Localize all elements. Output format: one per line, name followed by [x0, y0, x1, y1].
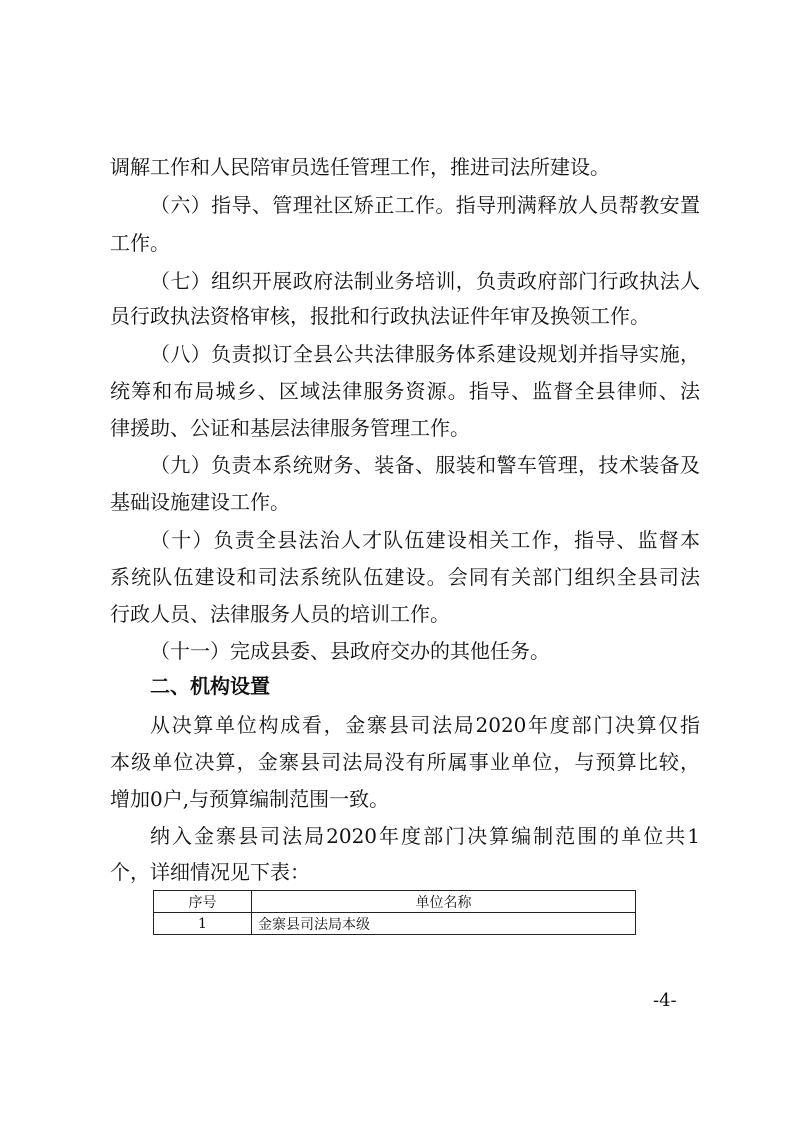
paragraph-line: （六）指导、管理社区矫正工作。指导刑满释放人员帮教安置 — [150, 193, 700, 217]
cell-serial: 1 — [154, 913, 252, 935]
paragraph-line: 统筹和布局城乡、区域法律服务资源。指导、监督全县律师、法 — [110, 379, 700, 403]
header-serial: 序号 — [154, 891, 252, 913]
paragraph-line: 增加0户,与预算编制范围一致。 — [110, 787, 390, 811]
paragraph-line: 个，详细情况见下表： — [110, 860, 310, 884]
paragraph-line: 系统队伍建设和司法系统队伍建设。会同有关部门组织全县司法 — [110, 565, 700, 589]
paragraph-line: （十一）完成县委、县政府交办的其他任务。 — [150, 639, 550, 663]
paragraph-line: 本级单位决算，金寨县司法局没有所属事业单位，与预算比较， — [110, 750, 700, 774]
paragraph-line: 律援助、公证和基层法律服务管理工作。 — [110, 416, 470, 440]
paragraph-line: 行政人员、法律服务人员的培训工作。 — [110, 602, 450, 626]
paragraph-line: （十）负责全县法治人才队伍建设相关工作，指导、监督本 — [150, 528, 700, 552]
paragraph-line: （九）负责本系统财务、装备、服装和警车管理，技术装备及 — [150, 453, 700, 477]
paragraph-line: 调解工作和人民陪审员选任管理工作，推进司法所建设。 — [110, 155, 610, 179]
paragraph-line: 工作。 — [110, 231, 170, 255]
paragraph-line: （八）负责拟订全县公共法律服务体系建设规划并指导实施， — [150, 342, 700, 366]
paragraph-line: 从决算单位构成看，金寨县司法局2020年度部门决算仅指 — [150, 713, 700, 737]
paragraph-line: 纳入金寨县司法局2020年度部门决算编制范围的单位共1 — [150, 824, 700, 848]
unit-table — [153, 890, 636, 935]
paragraph-line: 基础设施建设工作。 — [110, 490, 290, 514]
table-row — [154, 913, 636, 935]
section-heading: 二、机构设置 — [150, 674, 270, 698]
cell-unit-name: 金寨县司法局本级 — [252, 913, 636, 935]
table-header-row — [154, 891, 636, 913]
paragraph-line: 员行政执法资格审核，报批和行政执法证件年审及换领工作。 — [110, 304, 650, 328]
page-number: -4- — [653, 990, 677, 1011]
paragraph-line: （七）组织开展政府法制业务培训，负责政府部门行政执法人 — [150, 269, 700, 293]
header-unit-name: 单位名称 — [252, 891, 636, 913]
